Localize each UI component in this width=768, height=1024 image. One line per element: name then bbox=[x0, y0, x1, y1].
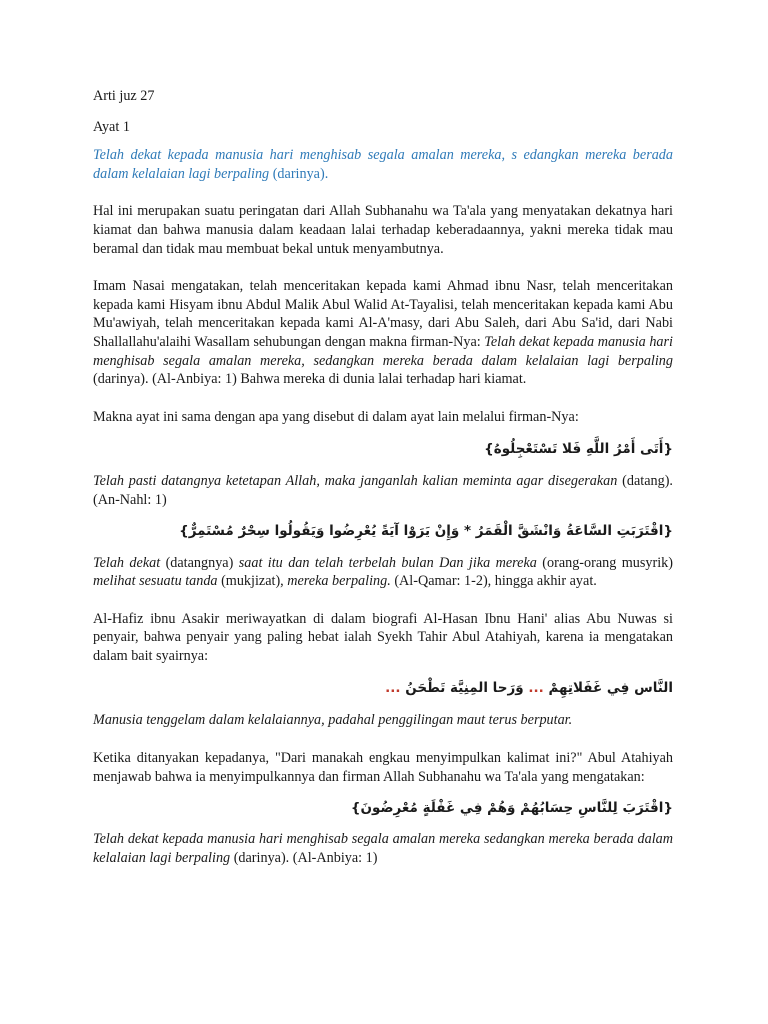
verse-translation-italic: Telah dekat kepada manusia hari menghisab segala amalan mereka, s edangkan mereka berada dalam kelalaian lagi berpaling bbox=[93, 147, 673, 182]
paragraph-warning: Hal ini merupakan suatu peringatan dari Allah Subhanahu wa Ta'ala yang menyatakan dekatnya hari kiamat dan bahwa manusia dalam keadaan lalai terhadap keberadaannya, yakni mereka tidak mau beramal dan tidak mau membuat bekal untuk menyambutnya. bbox=[93, 203, 673, 257]
arabic-verse-nahl: {أَتَى أَمْرُ اللَّهِ فَلا تَسْتَعْجِلُوهُ} bbox=[484, 441, 673, 458]
paragraph-nahl bbox=[93, 472, 673, 509]
nahl-tail: (datang). (An-Nahl: 1) bbox=[93, 473, 673, 508]
ayat-heading: Ayat 1 bbox=[93, 118, 130, 135]
nasai-text-a: Imam Nasai mengatakan, telah menceritakan kepada kami Ahmad ibnu Nasr, telah menceritakan kepada kami Hisyam ibnu Abdul Malik Abul Walid At-Tayalisi, telah menceritakan kepada kami Abu Mu'awiyah, telah menceritakan kepada kami Al-A'masy, dari Abu Saleh, dari Abu Sa'id, dari Nabi Shallallahu'alaihi Wasallam sehubungan dengan makna firman-Nya: bbox=[93, 278, 673, 350]
nahl-italic: Telah pasti datangnya ketetapan Allah, maka janganlah kalian meminta agar disegerakan bbox=[93, 473, 618, 490]
poem-end: ... bbox=[385, 680, 406, 697]
paragraph-hafiz: Al-Hafiz ibnu Asakir meriwayatkan di dalam biografi Al-Hasan Ibnu Hani' alias Abu Nuwas si penyair, bahwa penyair yang paling hebat ialah Syekh Tahir Abul Atahiyah, karena ia mengatakan dalam bait syairnya: bbox=[93, 610, 673, 664]
verse-translation-tail: (darinya). bbox=[269, 165, 329, 182]
nasai-text-b: (darinya). (Al-Anbiya: 1) Bahwa mereka di dunia lalai terhadap hari kiamat. bbox=[93, 371, 527, 388]
poem-part-2: وَرَحا المِنِيَّة تَطْحَنُ bbox=[405, 680, 524, 697]
paragraph-nasai bbox=[93, 277, 673, 389]
paragraph-atahiyah: Ketika ditanyakan kepadanya, "Dari manakah engkau menyimpulkan kalimat ini?" Abul Atahiyah menjawab bahwa ia menyimpulkannya dan firman Allah Subhanahu wa Ta'ala yang mengatakan: bbox=[93, 750, 673, 785]
poem-separator: ... bbox=[523, 680, 549, 697]
arabic-verse-qamar: {اقْتَرَبَتِ السَّاعَةُ وَانْشَقَّ الْقَمَرُ * وَإِنْ يَرَوْا آيَةً يُعْرِضُوا وَيَقُولُوا سِحْرٌ مُسْتَمِرٌّ} bbox=[179, 522, 673, 539]
qamar-italic-4: mereka berpaling. bbox=[287, 573, 391, 590]
qamar-text-2: (orang-orang musyrik) bbox=[536, 554, 673, 571]
arabic-poem bbox=[93, 678, 673, 698]
poem-translation: Manusia tenggelam dalam kelalaiannya, padahal penggilingan maut terus berputar. bbox=[93, 712, 573, 729]
qamar-text-4: (Al-Qamar: 1-2), hingga akhir ayat. bbox=[390, 573, 597, 590]
anbiya-tail: (darinya). (Al-Anbiya: 1) bbox=[230, 849, 378, 866]
qamar-italic-1: Telah dekat bbox=[93, 554, 161, 571]
doc-title: Arti juz 27 bbox=[93, 88, 155, 104]
arabic-verse-anbiya: {اقْتَرَبَ لِلنَّاسِ حِسَابُهُمْ وَهُمْ فِي غَفْلَةٍ مُعْرِضُونَ} bbox=[350, 800, 673, 817]
nasai-italic: Telah dekat kepada manusia hari menghisab segala amalan mereka, sedangkan mereka berada dalam kelalaian lagi berpaling bbox=[93, 333, 673, 369]
qamar-italic-2: saat itu dan telah terbelah bulan Dan jika mereka bbox=[238, 554, 537, 571]
poem-part-1: النَّاس فِي غَفَلاتِهِمْ bbox=[548, 680, 673, 697]
qamar-text-1: (datangnya) bbox=[160, 554, 239, 571]
qamar-text-3: (mukjizat), bbox=[217, 573, 288, 590]
verse-translation bbox=[93, 146, 673, 183]
anbiya-italic: Telah dekat kepada manusia hari menghisab segala amalan mereka sedangkan mereka berada dalam kelalaian lagi berpaling bbox=[93, 831, 673, 866]
qamar-italic-3: melihat sesuatu tanda bbox=[93, 573, 218, 590]
paragraph-anbiya bbox=[93, 830, 673, 867]
document-body bbox=[93, 87, 673, 867]
paragraph-qamar bbox=[93, 554, 673, 591]
paragraph-makna: Makna ayat ini sama dengan apa yang disebut di dalam ayat lain melalui firman-Nya: bbox=[93, 408, 579, 425]
